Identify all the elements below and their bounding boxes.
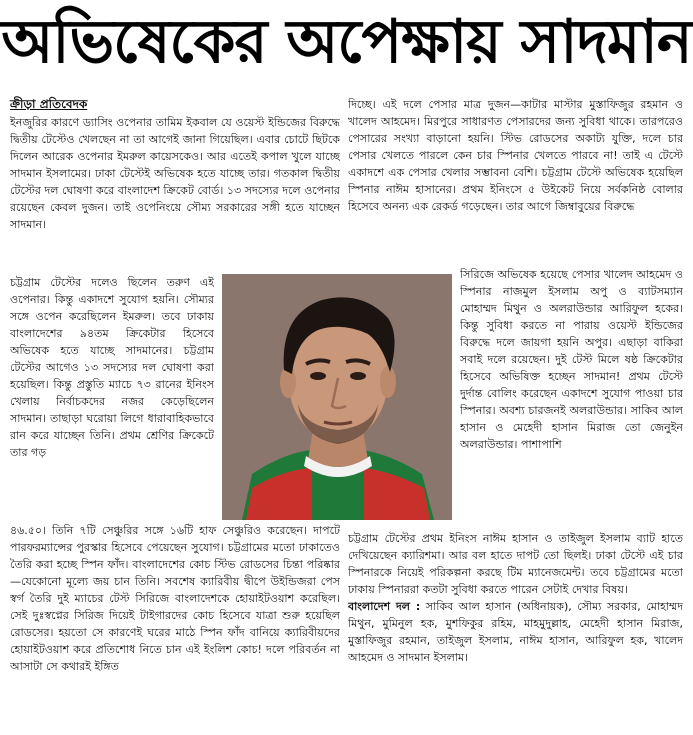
article-paragraph: চট্টগ্রাম টেস্টের দলেও ছিলেন তরুণ এই ওপেনার। কিন্তু একাদশে সুযোগ হয়নি। সৌম্যর সঙ্গে ওপেন করেছিলেন ইমরুল। তবে ঢাকায় বাংলাদেশের ৯৪তম ক্রিকেটার হিসেবে অভিষেক হতে যাচ্ছে সাদমানের। চট্টগ্রাম টেস্টের আগেও ১৩ সদস্যের দল ঘোষণা করা হয়েছিল। কিন্তু প্রস্তুতি ম্যাচে ৭৩ রানের ইনিংস খেলায় নির্বাচকদের নজর কেড়েছিলেন সাদমান। তাছাড়া ঘরোয়া লিগে ধারাবাহিকভাবে রান করে যাচ্ছেন তিনি। প্রথম শ্রেণির ক্রিকেটে তার গড় — [10, 276, 214, 459]
squad-paragraph — [348, 598, 683, 666]
eye-right — [350, 372, 366, 380]
headline: অভিষেকের অপেক্ষায় সাদমান — [1, 7, 692, 77]
article-column-right-bottom — [348, 530, 683, 732]
article-paragraph: ইনজুরির কারণে ড্যাসিং ওপেনার তামিম ইকবাল যে ওয়েস্ট ইন্ডিজের বিরুদ্ধে দ্বিতীয় টেস্টেও খেলছেন না তা আগেই জানা গিয়েছিল। এবার চোটে ছিটকে দিলেন আরেক ওপেনার ইমরুল কায়েসকেও। আর এতেই কপাল খুলে যাচ্ছে সাদমান ইসলামের। ঢাকা টেস্টেই অভিষেক হতে যাচ্ছে তার। গতকাল দ্বিতীয় টেস্টের দল ঘোষণা করে বাংলাদেশ ক্রিকেট বোর্ড। ১৩ সদস্যের দলে ওপেনার রয়েছেন কেবল দুজন। তাই ওপেনিংয়ে সৌম্য সরকারের সঙ্গী হতে যাচ্ছেন সাদমান। — [10, 116, 340, 231]
article-paragraph: সিরিজে অভিষেক হয়েছে পেসার খালেদ আহমেদ ও স্পিনার নাজমুল ইসলাম অপু ও ব্যাটসম্যান মোহাম্মদ মিথুন ও অলরাউন্ডার আরিফুল হকের। কিন্তু সুবিধা করতে না পারায় ওয়েস্ট ইন্ডিজের বিরুদ্ধে দলে জায়গা হয়নি অপুর। এছাড়া বাকিরা সবাই দলে রয়েছেন। দুই টেস্ট মিলে ষষ্ঠ ক্রিকেটার হিসেবে অভিষিক্ত হচ্ছেন সাদমান! প্রথম টেস্টে দুর্দান্ত বোলিং করেছেন একাদশে সুযোগ পাওয়া চার স্পিনার। অবশ্য চারজনই অলরাউন্ডার। সাকিব আল হাসান ও মেহেদী হাসান মিরাজ তো জেনুইন অলরাউন্ডার। পাশাপাশি — [460, 268, 683, 451]
byline: ক্রীড়া প্রতিবেদক — [10, 97, 88, 111]
article-paragraph: ৪৬.৫০। তিনি ৭টি সেঞ্চুরির সঙ্গে ১৬টি হাফ সেঞ্চুরিও করেছেন। দাপটে পারফরম্যান্সের পুরস্কার হিসেবে পেয়েছেন সুযোগ। চট্টগ্রামের মতো ঢাকাতেও তৈরি করা হচ্ছে স্পিন ফাঁদ। বাংলাদেশের কোচ স্টিভ রোডসের চিন্তা পরিষ্কার—যেকোনো মূল্যে জয় চান তিনি। সবশেষ ক্যারিবীয় দ্বীপে উইন্ডিজরা পেস স্বর্গ তৈরি দুই ম্যাচের টেস্ট সিরিজে বাংলাদেশকে হোয়াইটওয়াশ করেছিল। সেই দুঃস্বপ্নের সিরিজ দিয়েই টাইগারদের কোচ হিসেবে যাত্রা শুরু হয়েছিল রোডসের। হয়তো সে কারণেই ঘরের মাঠে স্পিন ফাঁদ বানিয়ে ক্যারিবীয়দের হোয়াইটওয়াশ করে প্রতিশোধ নিতে চান এই ইংলিশ কোচ! দলে পরিবর্তন না আসাটা সে কথারই ইঙ্গিত — [10, 524, 340, 673]
article-column-right-mid — [460, 266, 683, 530]
article-column-left-narrow — [10, 274, 214, 522]
ear-right — [380, 366, 396, 398]
article-column-left-bottom — [10, 522, 340, 732]
article-column-left-top — [10, 114, 340, 274]
player-photo — [222, 274, 452, 520]
article-paragraph: দিচ্ছে। এই দলে পেসার মাত্র দুজন—কাটার মাস্টার মুস্তাফিজুর রহমান ও খালেদ আহমেদ। মিরপুরে সাধারণত পেসারদের জন্য সুবিধা থাকে। তারপরেও পেসারের সংখ্যা বাড়ানো হয়নি। স্টিভ রোডসের অকাট্য যুক্তি, দলে চার পেসার খেলতে পারলে কেন চার স্পিনার খেলতে পারবে না! তাই এ টেস্টে একাদশে এক পেসার খেলার সম্ভাবনা বেশি। চট্টগ্রাম টেস্টে অভিষেক হয়েছিল স্পিনার নাঈম হাসানের। প্রথম ইনিংসে ৫ উইকেট নিয়ে সর্বকনিষ্ঠ বোলার হিসেবে অনন্য এক রেকর্ড গড়েছেন। তার আগে জিম্বাবুয়ের বিরুদ্ধে — [348, 98, 683, 213]
article-column-right-top — [348, 96, 683, 262]
eye-left — [310, 372, 326, 380]
squad-list: সাকিব আল হাসান (অধিনায়ক), সৌম্য সরকার, মোহাম্মদ মিথুন, মুমিনুল হক, মুশফিকুর রহিম, মাহমুদুল্লাহ, মেহেদী হাসান মিরাজ, মুস্তাফিজুর রহমান, তাইজুল ইসলাম, নাঈম হাসান, আরিফুল হক, খালেদ আহমেদ ও সাদমান ইসলাম। — [348, 600, 683, 664]
squad-label: বাংলাদেশ দল : — [348, 600, 421, 613]
article-paragraph: চট্টগ্রাম টেস্টের প্রথম ইনিংস নাঈম হাসান ও তাইজুল ইসলাম ব্যাট হাতে দেখিয়েছেন ক্যারিশমা। আর বল হাতে দাপট তো ছিলই। ঢাকা টেস্টে এই চার স্পিনারকে নিয়েই পরিকল্পনা করছে টিম ম্যানেজমেন্ট। তবে চট্টগ্রামের মতো ঢাকায় স্পিনাররা কতটা সুবিধা করতে পারেন সেটাই দেখার বিষয়। — [348, 532, 683, 596]
